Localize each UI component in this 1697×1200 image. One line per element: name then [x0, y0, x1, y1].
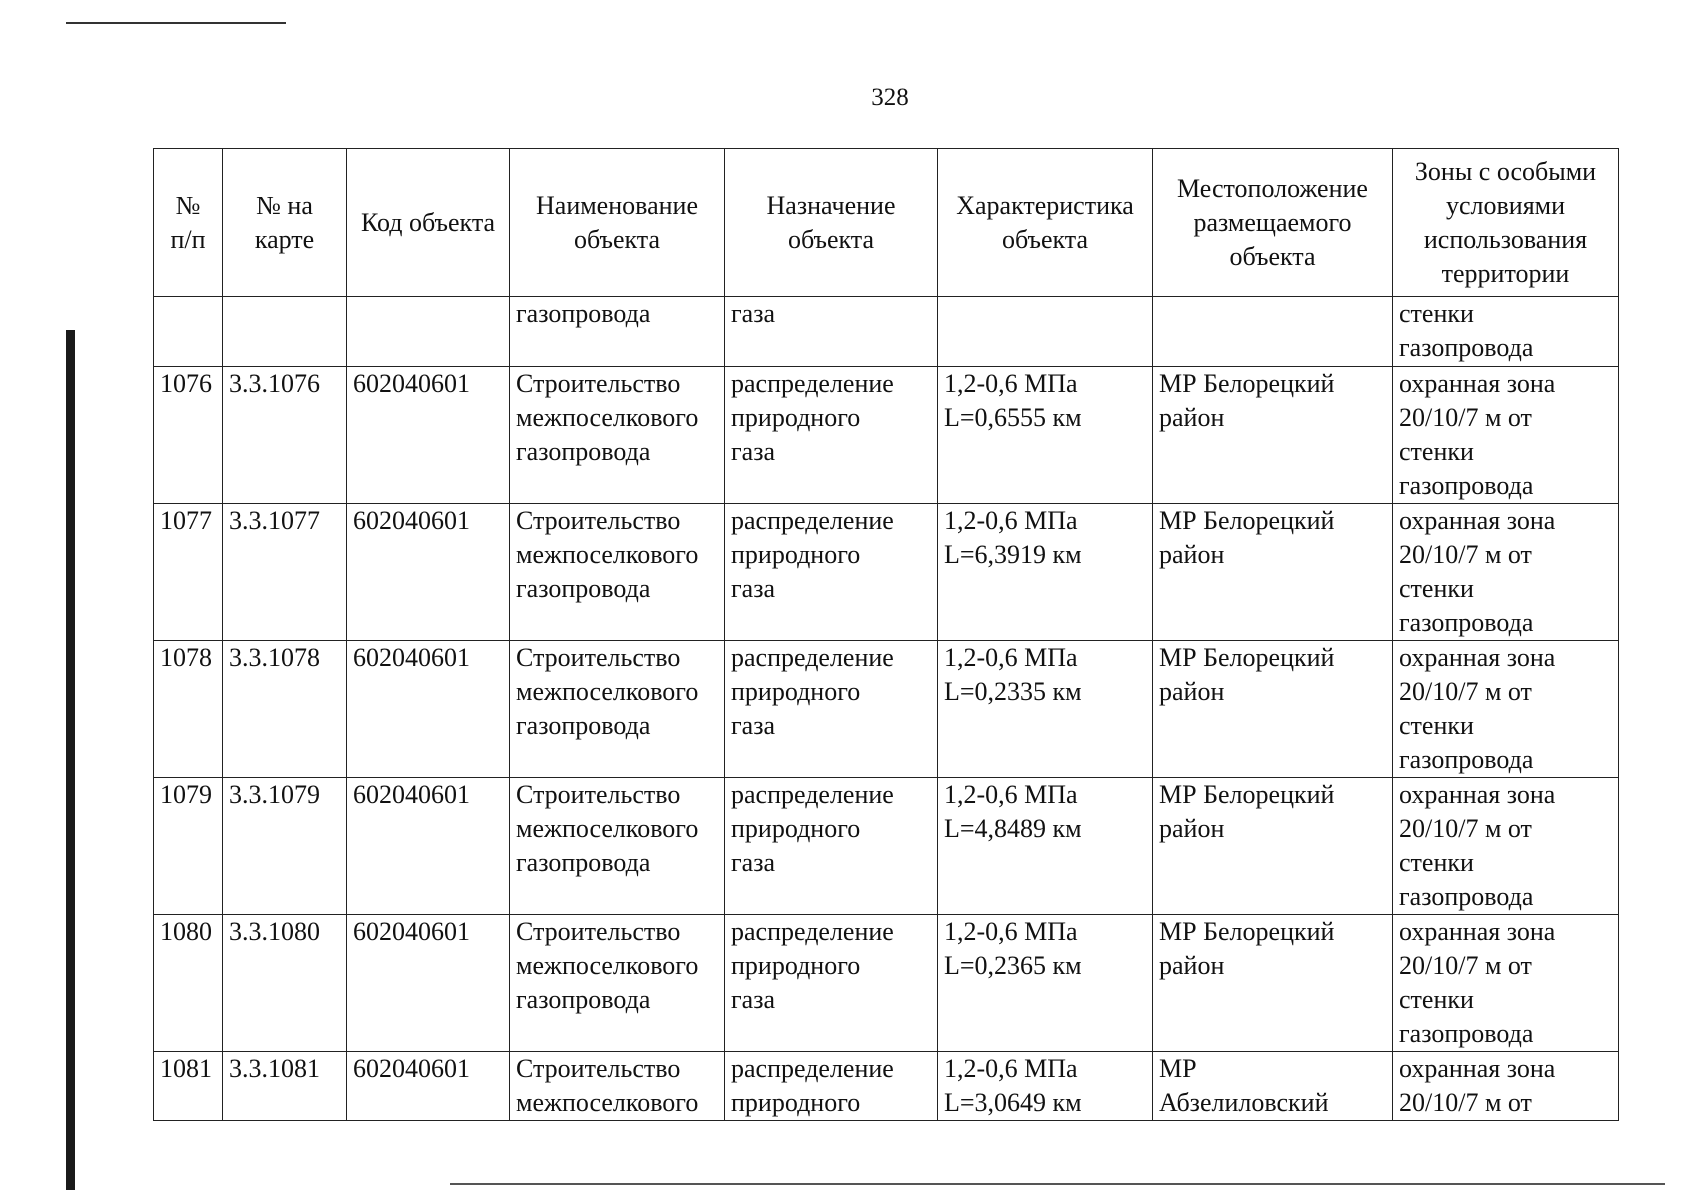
- cell-text-line: 1,2-0,6 МПа: [944, 780, 1078, 809]
- cell-text-line: природного: [731, 814, 861, 843]
- table-cell: [347, 641, 510, 778]
- cell-text-line: межпоселкового: [516, 540, 699, 569]
- table-row: [154, 915, 1619, 1052]
- table-cell: [223, 915, 347, 1052]
- cell-text-line: газопровода: [516, 437, 651, 466]
- table-cell: [1153, 1052, 1393, 1121]
- table-cell: [510, 641, 725, 778]
- cell-text-line: Строительство: [516, 506, 681, 535]
- table-header-row: [154, 149, 1619, 297]
- cell-text-line: район: [1159, 677, 1225, 706]
- header-cell: [725, 149, 938, 297]
- cell-text-line: межпоселкового: [516, 677, 699, 706]
- table-cell: [1153, 641, 1393, 778]
- cell-text-line: 602040601: [353, 780, 470, 809]
- cell-text-line: 1080: [160, 917, 212, 946]
- table-cell: [725, 641, 938, 778]
- cell-text-line: стенки: [1399, 848, 1474, 877]
- table-cell: [510, 297, 725, 367]
- cell-text-line: стенки: [1399, 574, 1474, 603]
- cell-text-line: газа: [731, 985, 776, 1014]
- cell-text-line: L=3,0649 км: [944, 1088, 1082, 1117]
- cell-text-line: 1077: [160, 506, 212, 535]
- table-cell: [938, 778, 1153, 915]
- table-cell: [510, 1052, 725, 1121]
- table-cell: [223, 778, 347, 915]
- cell-text-line: L=0,2335 км: [944, 677, 1082, 706]
- table-cell: [1393, 367, 1619, 504]
- header-cell: [1393, 149, 1619, 297]
- cell-text-line: стенки: [1399, 711, 1474, 740]
- header-cell: [510, 149, 725, 297]
- cell-text-line: распределение: [731, 1054, 894, 1083]
- cell-text-line: газа: [731, 711, 776, 740]
- cell-text-line: МР Белорецкий: [1159, 780, 1335, 809]
- cell-text-line: Строительство: [516, 369, 681, 398]
- cell-text-line: МР Белорецкий: [1159, 506, 1335, 535]
- cell-text-line: газа: [731, 299, 776, 328]
- table-cell: [725, 778, 938, 915]
- cell-text-line: газопровода: [516, 574, 651, 603]
- table-cell: [1393, 778, 1619, 915]
- table-row: [154, 641, 1619, 778]
- table-cell: [938, 504, 1153, 641]
- cell-text-line: межпоселкового: [516, 814, 699, 843]
- cell-text-line: 1078: [160, 643, 212, 672]
- cell-text-line: газа: [731, 848, 776, 877]
- cell-text-line: район: [1159, 951, 1225, 980]
- table-cell: [1153, 778, 1393, 915]
- table-cell: [223, 1052, 347, 1121]
- cell-text-line: 3.3.1079: [229, 780, 320, 809]
- table-cell: [347, 297, 510, 367]
- table-cell: [154, 1052, 223, 1121]
- table-body: [154, 297, 1619, 1121]
- cell-text-line: Строительство: [516, 917, 681, 946]
- table-cell: [347, 367, 510, 504]
- header-cell: [347, 149, 510, 297]
- cell-text-line: распределение: [731, 506, 894, 535]
- table-cell: [938, 915, 1153, 1052]
- cell-text-line: 602040601: [353, 643, 470, 672]
- cell-text-line: стенки: [1399, 985, 1474, 1014]
- table-cell: [347, 778, 510, 915]
- table-cell: [510, 504, 725, 641]
- table-cell: [154, 504, 223, 641]
- table-cell: [1393, 915, 1619, 1052]
- cell-text-line: газопровода: [1399, 745, 1534, 774]
- header-text-line: территории: [1441, 258, 1570, 288]
- header-text-line: использования: [1423, 224, 1588, 254]
- cell-text-line: охранная зона: [1399, 917, 1556, 946]
- cell-text-line: распределение: [731, 780, 894, 809]
- cell-text-line: стенки: [1399, 299, 1474, 328]
- table-cell: [347, 504, 510, 641]
- cell-text-line: 3.3.1081: [229, 1054, 320, 1083]
- table-cell: [1153, 297, 1393, 367]
- cell-text-line: Строительство: [516, 780, 681, 809]
- cell-text-line: МР Белорецкий: [1159, 643, 1335, 672]
- table-row: [154, 504, 1619, 641]
- scan-mark-left-edge: [66, 330, 75, 1190]
- cell-text-line: природного: [731, 540, 861, 569]
- table-cell: [938, 1052, 1153, 1121]
- table-cell: [223, 367, 347, 504]
- table-cell: [154, 778, 223, 915]
- table-cell: [154, 915, 223, 1052]
- cell-text-line: газопровода: [516, 711, 651, 740]
- cell-text-line: 20/10/7 м от: [1399, 540, 1532, 569]
- cell-text-line: межпоселкового: [516, 1088, 699, 1117]
- table-cell: [510, 367, 725, 504]
- cell-text-line: охранная зона: [1399, 369, 1556, 398]
- header-text-line: условиями: [1445, 190, 1566, 220]
- cell-text-line: район: [1159, 814, 1225, 843]
- header-text-line: карте: [254, 224, 315, 254]
- cell-text-line: Абзелиловский: [1159, 1088, 1329, 1117]
- table-cell: [1153, 915, 1393, 1052]
- objects-registry-table: [153, 148, 1619, 1121]
- cell-text-line: стенки: [1399, 437, 1474, 466]
- cell-text-line: 1,2-0,6 МПа: [944, 369, 1078, 398]
- header-text-line: Назначение: [766, 190, 896, 220]
- table-cell: [154, 297, 223, 367]
- cell-text-line: природного: [731, 951, 861, 980]
- cell-text-line: L=6,3919 км: [944, 540, 1082, 569]
- table-cell: [938, 367, 1153, 504]
- cell-text-line: 1,2-0,6 МПа: [944, 506, 1078, 535]
- header-text-line: объекта: [1001, 224, 1089, 254]
- header-text-line: объекта: [787, 224, 875, 254]
- table-cell: [510, 778, 725, 915]
- cell-text-line: 1,2-0,6 МПа: [944, 917, 1078, 946]
- cell-text-line: 20/10/7 м от: [1399, 1088, 1532, 1117]
- header-cell: [1153, 149, 1393, 297]
- cell-text-line: МР Белорецкий: [1159, 917, 1335, 946]
- table-cell: [725, 915, 938, 1052]
- table-row: [154, 297, 1619, 367]
- table-row: [154, 1052, 1619, 1121]
- table-cell: [1153, 367, 1393, 504]
- cell-text-line: МР: [1159, 1054, 1197, 1083]
- table-cell: [725, 504, 938, 641]
- scan-mark-top: [66, 22, 286, 24]
- cell-text-line: 1,2-0,6 МПа: [944, 1054, 1078, 1083]
- cell-text-line: охранная зона: [1399, 1054, 1556, 1083]
- table-cell: [1393, 1052, 1619, 1121]
- cell-text-line: L=4,8489 км: [944, 814, 1082, 843]
- header-text-line: № на: [256, 190, 313, 220]
- table-cell: [347, 1052, 510, 1121]
- table-cell: [223, 504, 347, 641]
- cell-text-line: 20/10/7 м от: [1399, 403, 1532, 432]
- page-number: 328: [871, 84, 909, 111]
- cell-text-line: район: [1159, 403, 1225, 432]
- header-text-line: Характеристика: [956, 190, 1134, 220]
- header-text-line: №: [175, 190, 201, 220]
- table-row: [154, 778, 1619, 915]
- cell-text-line: 602040601: [353, 369, 470, 398]
- cell-text-line: газопровода: [1399, 882, 1534, 911]
- header-cell: [223, 149, 347, 297]
- header-text-line: Код объекта: [360, 207, 496, 237]
- header-text-line: объекта: [1229, 241, 1316, 271]
- cell-text-line: газа: [731, 574, 776, 603]
- cell-text-line: 1,2-0,6 МПа: [944, 643, 1078, 672]
- cell-text-line: межпоселкового: [516, 951, 699, 980]
- cell-text-line: L=0,2365 км: [944, 951, 1082, 980]
- cell-text-line: охранная зона: [1399, 780, 1556, 809]
- table-cell: [223, 297, 347, 367]
- table-cell: [510, 915, 725, 1052]
- cell-text-line: природного: [731, 1088, 861, 1117]
- cell-text-line: район: [1159, 540, 1225, 569]
- header-cell: [154, 149, 223, 297]
- cell-text-line: 602040601: [353, 917, 470, 946]
- cell-text-line: газопровода: [516, 299, 651, 328]
- cell-text-line: газопровода: [1399, 1019, 1534, 1048]
- table-cell: [1393, 297, 1619, 367]
- header-cell: [938, 149, 1153, 297]
- scan-mark-bottom: [450, 1183, 1665, 1185]
- table-cell: [347, 915, 510, 1052]
- cell-text-line: межпоселкового: [516, 403, 699, 432]
- header-text-line: размещаемого: [1193, 207, 1352, 237]
- cell-text-line: 1076: [160, 369, 212, 398]
- cell-text-line: 1081: [160, 1054, 212, 1083]
- cell-text-line: охранная зона: [1399, 506, 1556, 535]
- table-cell: [725, 367, 938, 504]
- table-cell: [938, 641, 1153, 778]
- cell-text-line: 602040601: [353, 506, 470, 535]
- table-cell: [1393, 641, 1619, 778]
- cell-text-line: 3.3.1076: [229, 369, 320, 398]
- table-cell: [154, 367, 223, 504]
- table-cell: [223, 641, 347, 778]
- cell-text-line: 3.3.1078: [229, 643, 320, 672]
- cell-text-line: охранная зона: [1399, 643, 1556, 672]
- cell-text-line: 1079: [160, 780, 212, 809]
- header-text-line: Местоположение: [1177, 173, 1368, 203]
- cell-text-line: 20/10/7 м от: [1399, 814, 1532, 843]
- cell-text-line: распределение: [731, 643, 894, 672]
- cell-text-line: газопровода: [1399, 471, 1534, 500]
- table-cell: [1153, 504, 1393, 641]
- table-cell: [154, 641, 223, 778]
- cell-text-line: Строительство: [516, 643, 681, 672]
- cell-text-line: Строительство: [516, 1054, 681, 1083]
- cell-text-line: МР Белорецкий: [1159, 369, 1335, 398]
- cell-text-line: L=0,6555 км: [944, 403, 1082, 432]
- header-text-line: Зоны с особыми: [1414, 156, 1597, 186]
- cell-text-line: 3.3.1077: [229, 506, 320, 535]
- table-row: [154, 367, 1619, 504]
- header-text-line: Наименование: [536, 190, 698, 220]
- table-cell: [938, 297, 1153, 367]
- cell-text-line: 20/10/7 м от: [1399, 677, 1532, 706]
- header-text-line: п/п: [170, 224, 206, 254]
- cell-text-line: газопровода: [1399, 333, 1534, 362]
- cell-text-line: газопровода: [516, 985, 651, 1014]
- cell-text-line: распределение: [731, 369, 894, 398]
- cell-text-line: газопровода: [516, 848, 651, 877]
- cell-text-line: 602040601: [353, 1054, 470, 1083]
- cell-text-line: природного: [731, 403, 861, 432]
- cell-text-line: газопровода: [1399, 608, 1534, 637]
- cell-text-line: 20/10/7 м от: [1399, 951, 1532, 980]
- table-cell: [725, 1052, 938, 1121]
- cell-text-line: 3.3.1080: [229, 917, 320, 946]
- table-cell: [725, 297, 938, 367]
- cell-text-line: природного: [731, 677, 861, 706]
- cell-text-line: газа: [731, 437, 776, 466]
- cell-text-line: распределение: [731, 917, 894, 946]
- table-cell: [1393, 504, 1619, 641]
- header-text-line: объекта: [573, 224, 661, 254]
